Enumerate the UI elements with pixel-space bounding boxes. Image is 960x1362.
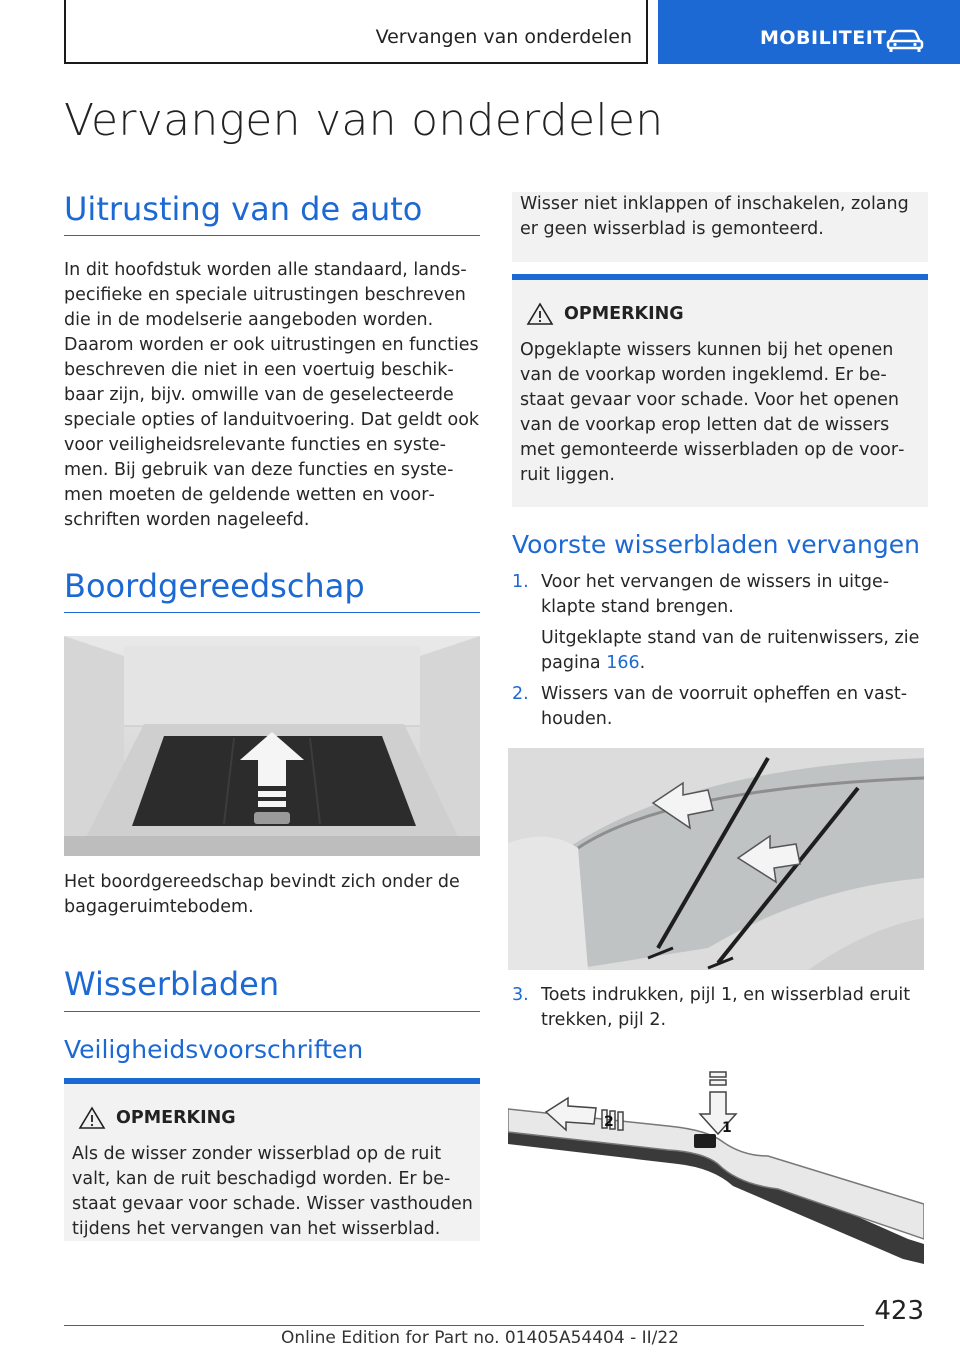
list-text: Toets indrukken, pijl 1, en wisserblad eruit trekken, pijl 2. [541, 985, 911, 1030]
toolkit-paragraph: Het boordgereedschap bevindt zich onder de bagageruimtebodem. [64, 872, 460, 917]
heading-safety: Veiligheidsvoorschriften [64, 1035, 364, 1064]
list-number: 3. [512, 985, 529, 1005]
note-accent-bar [512, 274, 928, 280]
page-link[interactable]: 166 [606, 653, 640, 673]
heading-rule [64, 612, 480, 613]
list-number: 1. [512, 572, 529, 592]
heading-equipment: Uitrusting van de auto [64, 190, 423, 228]
note-text: Opgeklapte wissers kunnen bij het openen van de voorkap worden ingeklemd. Er bestaat gevaar voor schade. Voor het openen van de voorkap erop letten dat de wissers met gemonteerde wisserbladen op de voorruit liggen. [520, 340, 905, 485]
note-continued-text: Wisser niet inklappen of inschakelen, zolang er geen wisserblad is gemonteerd. [520, 194, 909, 239]
note-box [512, 274, 928, 507]
heading-replace-wipers: Voorste wisserbladen vervangen [512, 530, 920, 559]
list-text: Wissers van de voorruit opheffen en vasthouden. [541, 684, 908, 729]
heading-rule [64, 235, 480, 236]
heading-rule [64, 1011, 480, 1012]
wiper-blade-release-photo [508, 1064, 924, 1270]
page-number: 423 [874, 1296, 924, 1326]
windscreen-wiper-photo [508, 748, 924, 970]
heading-toolkit: Boordgereedschap [64, 567, 365, 605]
warning-icon [78, 1106, 106, 1130]
header-chapter-label: MOBILITEIT [760, 27, 887, 49]
page-title: Vervangen van onderdelen [64, 95, 664, 146]
note-text: Als de wisser zonder wisserblad op de ruit valt, kan de ruit beschadigd worden. Er bestaat gevaar voor schade. Wisser vasthouden tijdens het vervangen van het wisserblad. [72, 1144, 473, 1239]
equipment-paragraph: In dit hoofdstuk worden alle standaard, landspecifieke en speciale uitrustingen beschreven die in de modelserie aangeboden worden. Daarom worden er ook uitrustingen en functies beschreven die niet in een voertuig beschikbaar zijn, bijv. omwille van de geselecteerde speciale opties of landuitvoering. Dat geldt ook voor veiligheidsrelevante functies en systemen. Bij gebruik van deze functies en systemen moeten de geldende wetten en voorschriften worden nageleefd. [64, 260, 480, 530]
arrow-label-2: 2 [604, 1114, 614, 1130]
luggage-compartment-photo [64, 636, 480, 856]
footer-edition: Online Edition for Part no. 01405A54404 - II/22 [280, 1328, 679, 1348]
header-chapter-tab[interactable] [658, 0, 960, 64]
heading-wipers: Wisserbladen [64, 965, 280, 1003]
note-title: OPMERKING [116, 1108, 236, 1128]
footer-rule [64, 1325, 864, 1326]
list-number: 2. [512, 684, 529, 704]
note-box [64, 1078, 480, 1241]
step-note-text: Uitgeklapte stand van de ruitenwissers, zie pagina [541, 628, 920, 673]
note-accent-bar [64, 1078, 480, 1084]
car-icon [886, 28, 924, 52]
note-box-continued [512, 192, 928, 262]
note-title: OPMERKING [564, 304, 684, 324]
warning-icon [526, 302, 554, 326]
list-text: Voor het vervangen de wissers in uitgeklapte stand brengen. [541, 572, 890, 617]
header-section-label: Vervangen van onderdelen [375, 26, 632, 48]
arrow-label-1: 1 [722, 1120, 732, 1136]
header-section-box [64, 0, 648, 64]
